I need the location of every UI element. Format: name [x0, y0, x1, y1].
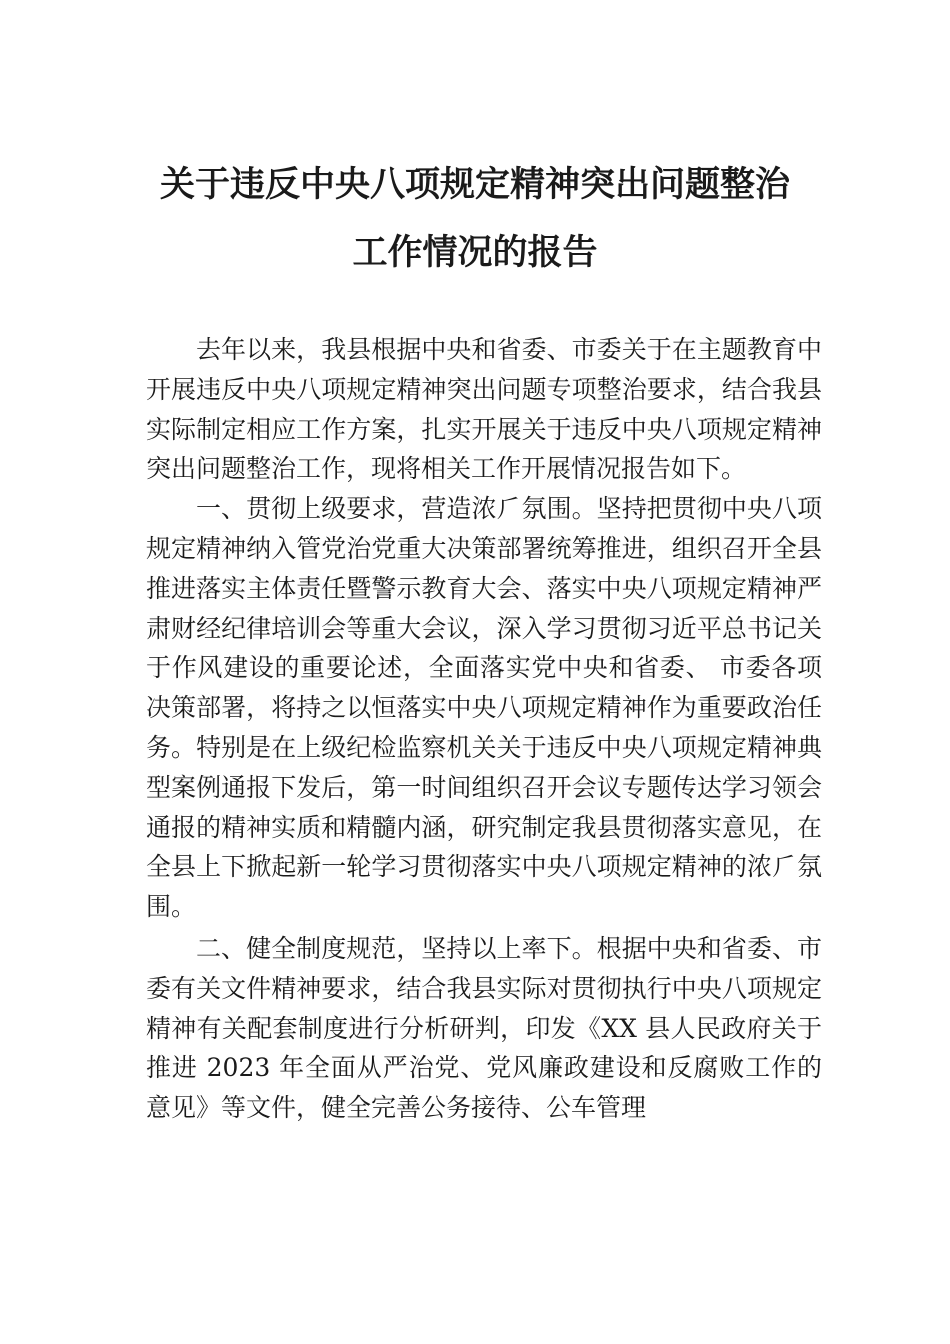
paragraph-section-2: 二、健全制度规范，坚持以上率下。根据中央和省委、市委有关文件精神要求，结合我县实际对贯彻执行中央八项规定精神有关配套制度进行分析研判，印发《XX 县人民政府关于推进 2023 年全面从严治党、党风廉政建设和反腐败工作的意见》等文件，健全完善公务接待、公车管理: [146, 933, 822, 1123]
paragraph-section-1: 一、贯彻上级要求，营造浓⺁氛围。坚持把贯彻中央八项规定精神纳入管党治党重大决策部署统筹推进，组织召开全县推进落实主体责任暨警示教育大会、落实中央八项规定精神严肃财经纪律培训会等重大会议，深入学习贯彻习近平总书记关于作风建设的重要论述，全面落实党中央和省委、 市委各项决策部署，将持之以恒落实中央八项规定精神作为重要政治任务。特别是在上级纪检监察机关关于违反中央八项规定精神典型案例通报下发后，第一时间组织召开会议专题传达学习领会通报的精神实质和精髓内涵，研究制定我县贯彻落实意见，在全县上下掀起新一轮学习贯彻落实中央八项规定精神的浓⺁氛围。: [146, 494, 822, 922]
paragraph-intro: 去年以来，我县根据中央和省委、市委关于在主题教育中开展违反中央八项规定精神突出问题专项整治要求，结合我县实际制定相应工作方案，扎实开展关于违反中央八项规定精神突出问题整治工作，现将相关工作开展情况报告如下。: [146, 335, 822, 484]
document-title-line-2: 工作情况的报告: [352, 232, 598, 273]
document-title-line-1: 关于违反中央八项规定精神突出问题整治: [159, 164, 790, 205]
document-body: [146, 330, 822, 1128]
